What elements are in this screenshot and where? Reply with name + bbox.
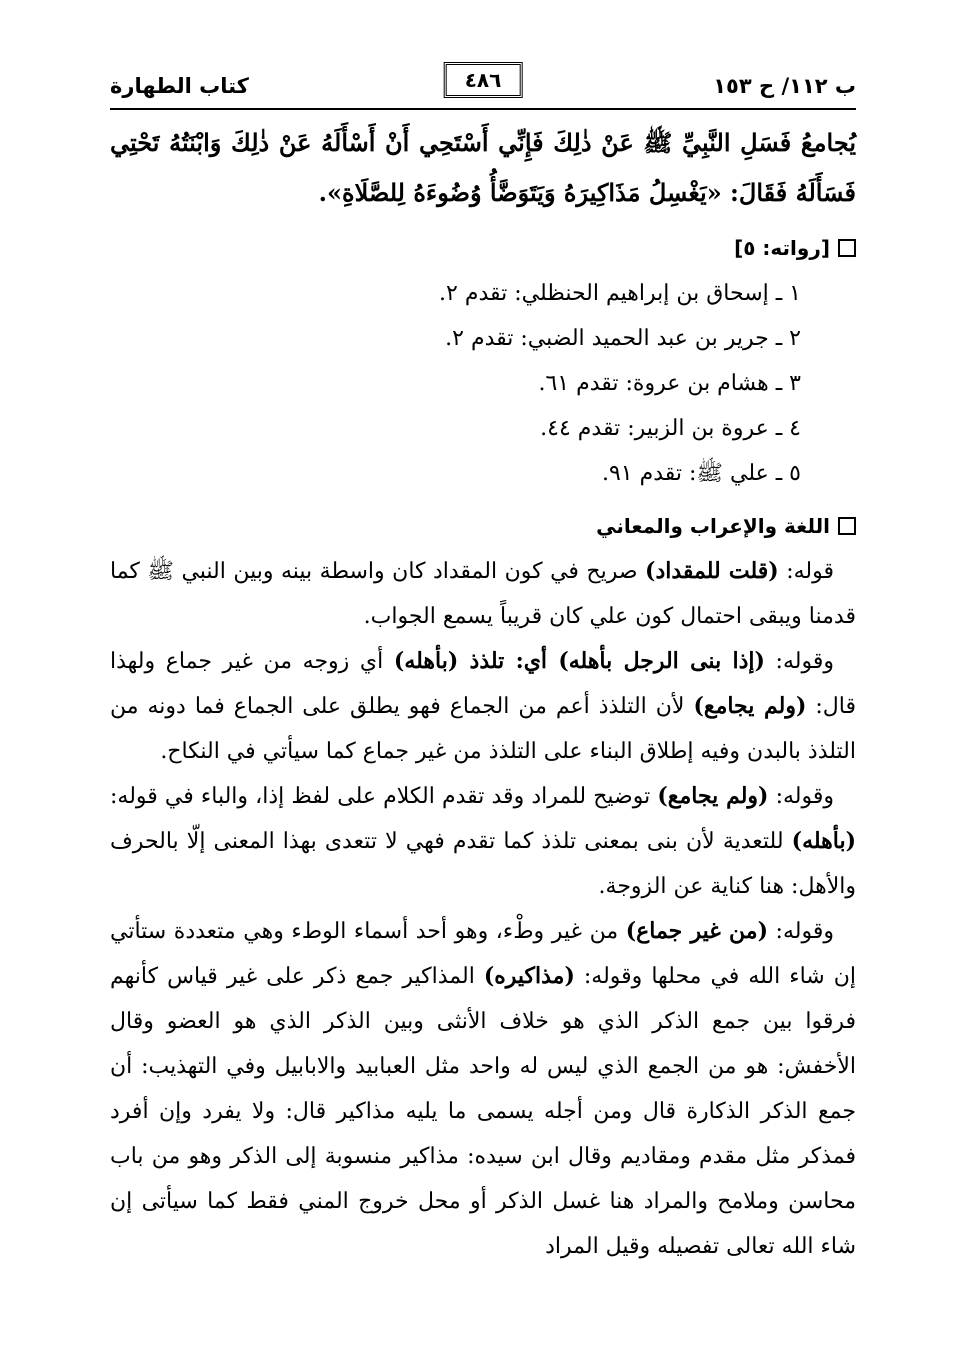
quoted-phrase: (بأهله) (791, 828, 856, 854)
narrator-item: ١ ـ إسحاق بن إبراهيم الحنظلي: تقدم ٢. (439, 281, 801, 306)
narrator-item: ٤ ـ عروة بن الزبير: تقدم ٤٤. (540, 416, 801, 441)
language-heading (110, 504, 856, 549)
commentary-paragraph-2 (110, 639, 856, 774)
text-run: وقوله: (764, 649, 834, 674)
quoted-phrase: (قلت للمقداد) (645, 558, 779, 584)
quoted-phrase: (ولم يجامع) (693, 693, 807, 719)
page-header (110, 62, 856, 110)
narrators-heading (110, 226, 856, 271)
text-run: وقوله: (768, 784, 834, 809)
page-number: ٤٨٦ (444, 62, 523, 98)
commentary-paragraph-4 (110, 909, 856, 1269)
narrator-item: ٢ ـ جرير بن عبد الحميد الضبي: تقدم ٢. (445, 326, 801, 351)
narrators-list (110, 271, 856, 496)
quoted-phrase: (إذا بنى الرجل بأهله) أي: تلذذ (بأهله) (393, 648, 765, 674)
hadith-reference: ب ١١٢/ ح ١٥٣ (713, 74, 856, 98)
hadith-text: يُجامعُ فَسَلِ النَّبِيِّ ﷺ عَنْ ذٰلِكَ فَإِنِّي أَسْتَحِي أَنْ أَسْأَلَهُ عَنْ ذٰلِكَ وَابْنَتُهُ تَحْتِي فَسَأَلَهُ فَقَالَ: «يَغْسِلُ مَذَاكِيرَهُ وَيَتَوَضَّأُ وُضُوءَهُ لِلصَّلَاةِ». (110, 128, 856, 207)
text-run: قوله: (778, 559, 834, 584)
quoted-phrase: (من غير جماع) (625, 918, 768, 944)
book-title: كتاب الطهارة (110, 74, 249, 98)
checkbox-square-icon (838, 239, 856, 257)
commentary-paragraph-1 (110, 549, 856, 639)
text-run: المذاكير جمع ذكر على غير قياس كأنهم فرقوا بين جمع الذكر الذي هو خلاف الأنثى وبين الذكر الذي هو العضو وقال الأخفش: هو من الجمع الذي ليس له واحد مثل العبابيد والابابيل وفي التهذيب: أن جمع الذكر الذكارة قال ومن أجله يسمى ما يليه مذاكير قال: ولا يفرد وإن أفرد فمذكر مثل مقدم ومقاديم وقال ابن سيده: مذاكير منسوبة إلى الذكر وهو من باب محاسن وملامح والمراد هنا غسل الذكر أو محل خروج المني فقط كما سيأتى إن شاء الله تعالى تفصيله وقيل المراد (110, 964, 856, 1259)
checkbox-square-icon (838, 517, 856, 535)
narrators-heading-label: [رواته: ٥] (734, 236, 830, 260)
narrator-item: ٣ ـ هشام بن عروة: تقدم ٦١. (538, 371, 801, 396)
text-run: للتعدية لأن بنى بمعنى تلذذ كما تقدم فهي لا تتعدى بهذا المعنى إلّا بالحرف والأهل: هنا كناية عن الزوجة. (110, 829, 856, 899)
text-run: لأن التلذذ أعم من الجماع فهو يطلق على الجماع فما دونه من التلذذ بالبدن وفيه إطلاق البناء على التلذذ من غير جماع كما سيأتي في النكاح. (110, 694, 856, 764)
narrator-item: ٥ ـ علي ﷺ: تقدم ٩١. (601, 461, 801, 486)
language-heading-label: اللغة والإعراب والمعاني (596, 514, 830, 538)
text-run: توضيح للمراد وقد تقدم الكلام على لفظ إذا، والباء في قوله: (110, 784, 658, 809)
page-body (110, 118, 856, 1269)
commentary-paragraph-3 (110, 774, 856, 909)
text-run: من غير وطْء، وهو أحد أسماء الوطء وهي متعددة ستأتي إن شاء الله في محلها وقوله: (110, 919, 856, 989)
text-run: وقوله: (767, 919, 834, 944)
text-run: أي زوجه من غير جماع ولهذا قال: (110, 649, 857, 719)
quoted-phrase: (ولم يجامع) (657, 783, 769, 809)
quoted-phrase: (مذاكيره) (483, 963, 575, 989)
text-run: صريح في كون المقداد كان واسطة بينه وبين النبي ﷺ كما قدمنا ويبقى احتمال كون علي كان قريباً يسمع الجواب. (110, 559, 856, 629)
header-rule (110, 108, 856, 110)
